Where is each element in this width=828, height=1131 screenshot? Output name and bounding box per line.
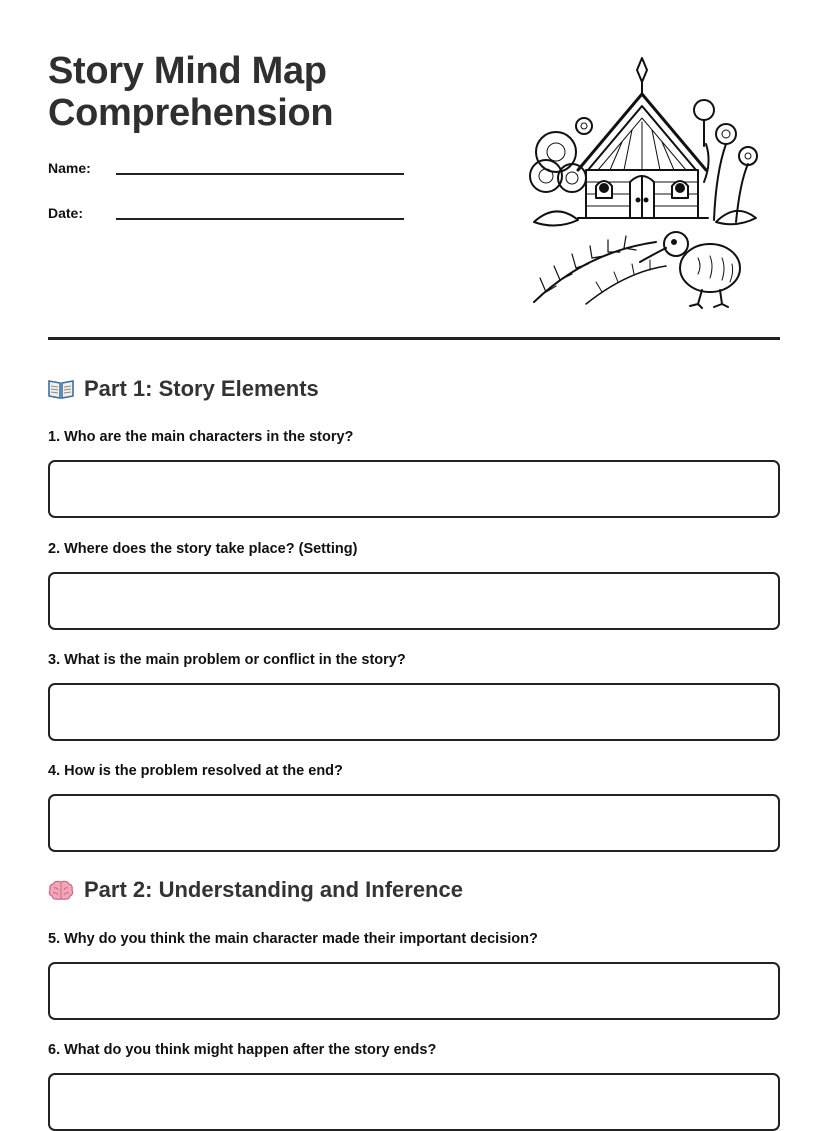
date-field[interactable] [48, 205, 408, 235]
part2-heading-text: Part 2: Understanding and Inference [84, 877, 463, 902]
name-field[interactable] [48, 160, 408, 190]
date-label: Date: [48, 205, 84, 221]
part1-heading [48, 376, 319, 402]
name-label: Name: [48, 160, 91, 176]
question-4: 4. How is the problem resolved at the end? [48, 763, 343, 779]
title-line-2: Comprehension [48, 92, 334, 134]
page-title [48, 50, 468, 134]
part2-heading [48, 877, 463, 903]
answer-box-4[interactable] [48, 794, 780, 852]
date-line [116, 218, 404, 220]
name-line [116, 173, 404, 175]
question-3: 3. What is the main problem or conflict in the story? [48, 652, 406, 668]
answer-box-1[interactable] [48, 460, 780, 518]
cottage-kiwi-illustration [526, 52, 762, 310]
answer-box-2[interactable] [48, 572, 780, 630]
question-6: 6. What do you think might happen after the story ends? [48, 1042, 437, 1058]
title-line-1: Story Mind Map [48, 50, 327, 92]
answer-box-6[interactable] [48, 1073, 780, 1131]
brain-icon [48, 879, 74, 901]
question-1: 1. Who are the main characters in the story? [48, 429, 354, 445]
question-5: 5. Why do you think the main character made their important decision? [48, 931, 538, 947]
worksheet-page [48, 0, 780, 1118]
part1-heading-text: Part 1: Story Elements [84, 376, 319, 401]
answer-box-3[interactable] [48, 683, 780, 741]
question-2: 2. Where does the story take place? (Setting) [48, 541, 358, 557]
open-book-icon [48, 378, 74, 400]
answer-box-5[interactable] [48, 962, 780, 1020]
header-divider [48, 337, 780, 340]
